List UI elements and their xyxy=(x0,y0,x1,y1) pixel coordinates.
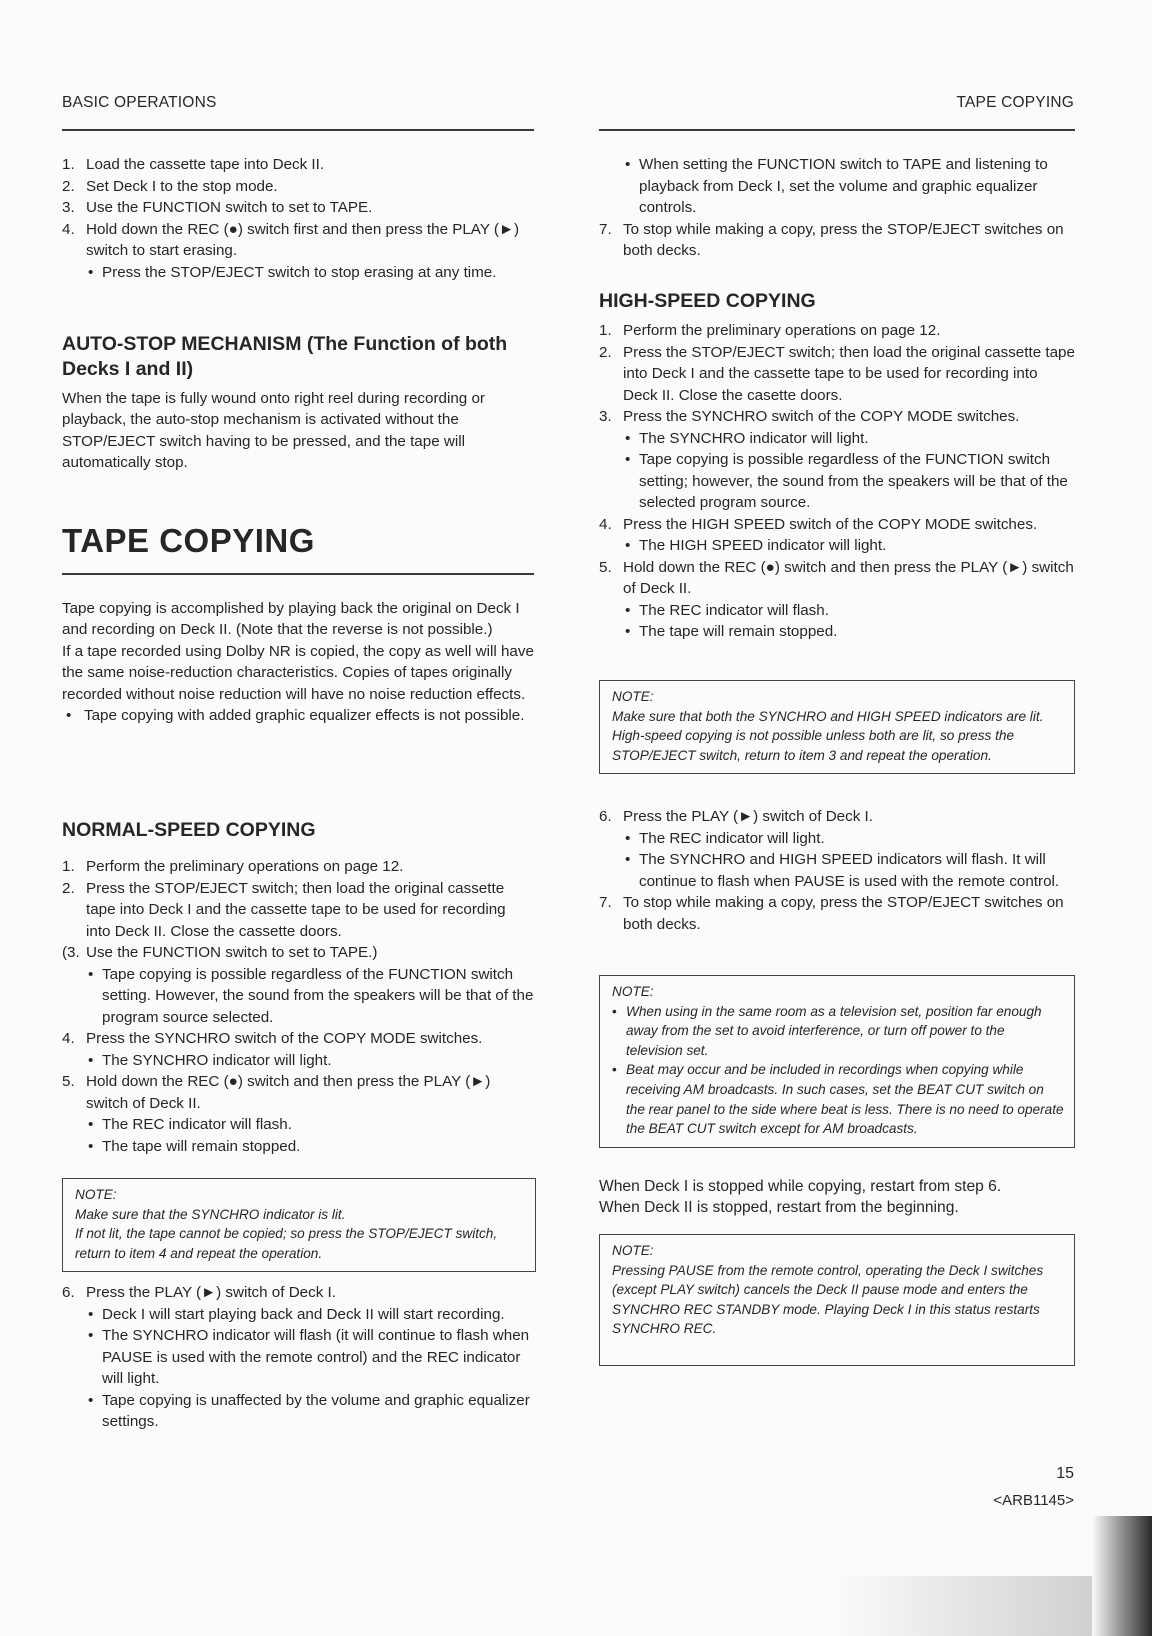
high-steps-list xyxy=(599,320,1075,643)
step-text: To stop while making a copy, press the STOP/EJECT switches on both decks. xyxy=(623,894,1064,933)
step-item xyxy=(599,806,1075,892)
document-code: <ARB1145> xyxy=(993,1492,1074,1509)
step-item xyxy=(599,892,1075,935)
step-sub-item: • Tape copying is possible regardless of the FUNCTION switch setting; however, the sound from the speakers will be that of the selected program source. xyxy=(623,449,1075,514)
step-number: 3. xyxy=(62,199,75,216)
step-sub-item: • The HIGH SPEED indicator will light. xyxy=(623,535,1075,557)
continued-steps xyxy=(599,219,1075,262)
high-steps-list-b xyxy=(599,806,1075,935)
continued-bullets xyxy=(599,154,1075,219)
page-number: 15 xyxy=(1056,1465,1074,1482)
note-synchro-line-2: If not lit, the tape cannot be copied; so press the STOP/EJECT switch, return to item 4 and repeat the operation. xyxy=(75,1226,498,1261)
step-text: Press the SYNCHRO switch of the COPY MODE switches. xyxy=(86,1030,483,1047)
title-rule xyxy=(62,573,534,575)
step-sub-item: • The SYNCHRO indicator will light. xyxy=(86,1050,534,1072)
scan-edge xyxy=(1092,1516,1152,1636)
step-number: 7. xyxy=(599,894,612,911)
step-number: 1. xyxy=(599,322,612,339)
step-sub-list xyxy=(86,1114,534,1157)
step-sub-list xyxy=(623,428,1075,514)
step-text: Perform the preliminary operations on page 12. xyxy=(86,858,404,875)
note-interference-title: NOTE: xyxy=(612,984,654,999)
step-item xyxy=(62,942,534,1028)
header-section-left: BASIC OPERATIONS xyxy=(62,94,217,111)
step-sub-item: • The SYNCHRO indicator will light. xyxy=(623,428,1075,450)
step-sub-list xyxy=(623,828,1075,893)
step-number: 2. xyxy=(62,177,75,195)
step-number: 4. xyxy=(62,1030,75,1047)
step-text: Press the HIGH SPEED switch of the COPY MODE switches. xyxy=(623,515,1038,533)
erase-steps-list xyxy=(62,154,534,283)
note-synchro-line-1: Make sure that the SYNCHRO indicator is lit. xyxy=(75,1206,346,1222)
step-text: Perform the preliminary operations on page 12. xyxy=(623,322,941,339)
step-text: Hold down the REC (●) switch and then press the PLAY (►) switch of Deck II. xyxy=(623,558,1074,597)
header-rule-left xyxy=(62,129,534,131)
step-item xyxy=(62,176,534,198)
note-synchro-title: NOTE: xyxy=(75,1187,117,1202)
step-number: (3. xyxy=(62,944,80,961)
step-number: 1. xyxy=(62,156,75,173)
intro-paragraph-1: Tape copying is accomplished by playing back the original on Deck I and recording on Deck II. (Note that the reverse is not possible.) xyxy=(62,600,520,639)
step-number: 5. xyxy=(599,558,612,576)
intro-bullet: • Tape copying with added graphic equalizer effects is not possible. xyxy=(62,705,534,726)
note-pause-text: Pressing PAUSE from the remote control, operating the Deck I switches (except PLAY switch) cancels the Deck II pause mode and enters the SYNCHRO REC STANDBY mode. Playing Deck I in this status restarts SYNCHRO REC. xyxy=(612,1262,1044,1337)
continued-section xyxy=(599,154,1075,262)
step-sub-list xyxy=(86,964,534,1029)
step-item xyxy=(62,1071,534,1157)
note-high-speed xyxy=(599,680,1075,774)
step-text: Set Deck I to the stop mode. xyxy=(86,177,278,195)
step-sub-list xyxy=(623,535,1075,557)
step-item xyxy=(62,219,534,284)
step-sub-list xyxy=(86,1304,534,1433)
step-number: 4. xyxy=(62,220,75,238)
autostop-text: When the tape is fully wound onto right reel during recording or playback, the auto-stop mechanism is activated without the STOP/EJECT switch having to be pressed, and the tape will automatically stop. xyxy=(62,390,485,472)
step-sub-item: • The tape will remain stopped. xyxy=(86,1136,534,1158)
step-sub-list xyxy=(86,1050,534,1072)
step-number: 2. xyxy=(62,879,75,897)
step-item xyxy=(62,856,534,878)
step-item xyxy=(599,342,1075,407)
step-sub-item: • Tape copying is possible regardless of the FUNCTION switch setting. However, the sound from the speakers will be that of the program source selected. xyxy=(86,964,534,1029)
step-sub-item: • Tape copying is unaffected by the volume and graphic equalizer settings. xyxy=(86,1390,534,1433)
continued-bullet: • When setting the FUNCTION switch to TAPE and listening to playback from Deck I, set the volume and graphic equalizer controls. xyxy=(623,154,1075,219)
step-sub-item: • The SYNCHRO indicator will flash (it will continue to flash when PAUSE is used with the remote control) and the REC indicator will light. xyxy=(86,1325,534,1390)
restart-line-2: When Deck II is stopped, restart from the beginning. xyxy=(599,1199,959,1217)
intro-section xyxy=(62,598,534,726)
step-text: Load the cassette tape into Deck II. xyxy=(86,156,325,173)
step-item xyxy=(599,557,1075,643)
step-text: Press the SYNCHRO switch of the COPY MODE switches. xyxy=(623,408,1020,425)
header-rule-right xyxy=(599,129,1075,131)
step-sub-item: • The REC indicator will light. xyxy=(623,828,1075,850)
step-sub-item: • The REC indicator will flash. xyxy=(86,1114,534,1136)
step-sub-item: • The SYNCHRO and HIGH SPEED indicators will flash. It will continue to flash when PAUSE is used with the remote control. xyxy=(623,849,1075,892)
note-interference xyxy=(599,975,1075,1148)
normal-steps-list xyxy=(62,856,534,1157)
step-text: Hold down the REC (●) switch and then press the PLAY (►) switch of Deck II. xyxy=(86,1073,491,1112)
step-number: 2. xyxy=(599,343,612,361)
tape-copying-title: TAPE COPYING xyxy=(62,522,315,559)
step-item xyxy=(599,320,1075,342)
header-section-right: TAPE COPYING xyxy=(956,94,1074,111)
step-item xyxy=(599,406,1075,514)
step-number: 7. xyxy=(599,220,612,238)
step-text: Hold down the REC (●) switch first and then press the PLAY (►) switch to start erasing. xyxy=(86,220,520,259)
step-item xyxy=(62,1282,534,1433)
step-item xyxy=(62,878,534,943)
step-text: Press the STOP/EJECT switch; then load the original cassette tape into Deck I and the cassette tape to be used for recording into Deck II. Close the casette doors. xyxy=(623,343,1075,404)
normal-speed-heading: NORMAL-SPEED COPYING xyxy=(62,819,316,841)
note-high-speed-title: NOTE: xyxy=(612,689,654,704)
step-number: 6. xyxy=(62,1284,75,1301)
step-item xyxy=(62,197,534,219)
restart-line-1: When Deck I is stopped while copying, restart from step 6. xyxy=(599,1178,1002,1195)
autostop-heading: AUTO-STOP MECHANISM (The Function of both Decks I and II) xyxy=(62,333,508,380)
step-text: Use the FUNCTION switch to set to TAPE. xyxy=(86,199,373,216)
step-number: 1. xyxy=(62,858,75,875)
step-item xyxy=(62,1028,534,1071)
note-pause xyxy=(599,1234,1075,1366)
note-high-speed-text: Make sure that both the SYNCHRO and HIGH SPEED indicators are lit. High-speed copying is not possible unless both are lit, so press the STOP/EJECT switch, return to item 3 and repeat the operation. xyxy=(612,708,1044,763)
step-sub-item: • The REC indicator will flash. xyxy=(623,600,1075,622)
step-text: Press the PLAY (►) switch of Deck I. xyxy=(86,1284,336,1301)
step-number: 5. xyxy=(62,1073,75,1090)
note-interference-item: • When using in the same room as a television set, position far enough away from the set to avoid interference, or turn off power to the television set. xyxy=(612,1002,1064,1061)
note-pause-title: NOTE: xyxy=(612,1243,654,1258)
autostop-section xyxy=(62,332,534,474)
step-text: Use the FUNCTION switch to set to TAPE.) xyxy=(86,944,378,961)
step-text: To stop while making a copy, press the STOP/EJECT switches on both decks. xyxy=(623,220,1064,259)
step-sub-item: • Deck I will start playing back and Deck II will start recording. xyxy=(86,1304,534,1326)
step-number: 6. xyxy=(599,808,612,825)
step-sub-item: • The tape will remain stopped. xyxy=(623,621,1075,643)
note-interference-items xyxy=(612,1002,1064,1139)
high-speed-heading: HIGH-SPEED COPYING xyxy=(599,290,816,312)
scan-shadow xyxy=(832,1576,1092,1636)
note-interference-item: • Beat may occur and be included in recordings when copying while receiving AM broadcasts. In such cases, set the BEAT CUT switch on the rear panel to the side where beat is less. There is no need to operate the BEAT CUT switch except for AM broadcasts. xyxy=(612,1060,1064,1138)
step-item xyxy=(599,219,1075,262)
step-number: 4. xyxy=(599,515,612,533)
step-sub-list xyxy=(623,600,1075,643)
intro-paragraph-2: If a tape recorded using Dolby NR is copied, the copy as well will have the same noise-reduction characteristics. Copies of tapes originally recorded without noise reduction will have no noise reduction effects. xyxy=(62,642,534,703)
step-item xyxy=(62,154,534,176)
step-sub-item: • Press the STOP/EJECT switch to stop erasing at any time. xyxy=(86,262,534,284)
note-synchro xyxy=(62,1178,536,1272)
step-number: 3. xyxy=(599,408,612,425)
step-sub-list xyxy=(86,262,534,284)
normal-steps-list-b xyxy=(62,1282,534,1433)
restart-section xyxy=(599,1176,1075,1219)
step-text: Press the STOP/EJECT switch; then load the original cassette tape into Deck I and the cassette tape to be used for recording into Deck II. Close the cassette doors. xyxy=(86,879,506,940)
step-item xyxy=(599,514,1075,557)
step-text: Press the PLAY (►) switch of Deck I. xyxy=(623,808,873,825)
